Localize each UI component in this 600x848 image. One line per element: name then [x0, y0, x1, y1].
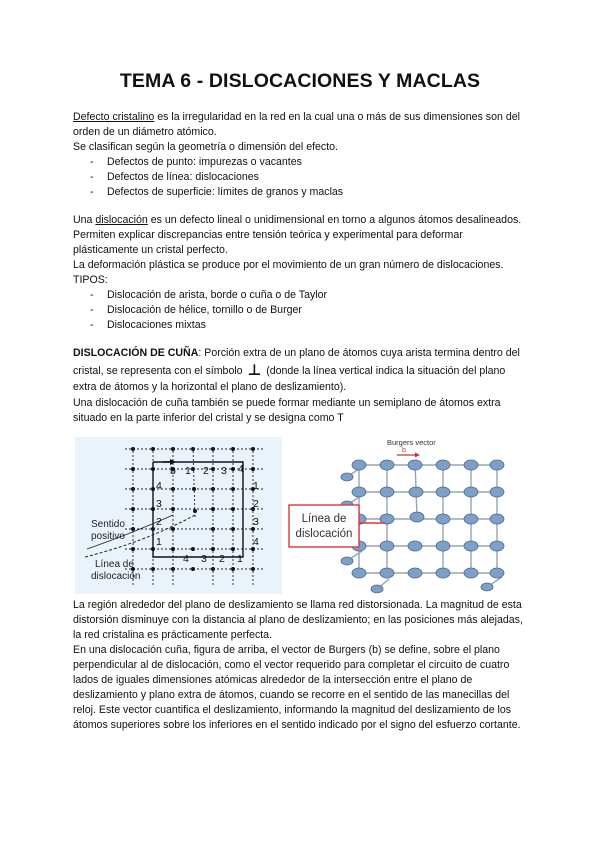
dislocation-callout-box [289, 505, 359, 547]
intro-definition: es la irregularidad en la red en la cual una o más de sus dimensiones son del orden de un diámetro atómico. [73, 111, 520, 138]
page-title: TEMA 6 - DISLOCACIONES Y MACLAS [119, 70, 481, 92]
bottom-num: 3 [201, 553, 207, 565]
types-label: TIPOS: [73, 274, 108, 286]
left-num: 3 [156, 498, 162, 510]
term-defecto-cristalino: Defecto cristalino [73, 111, 155, 123]
burgers-arrow-head-3d [415, 453, 420, 458]
list-item: - Dislocación de arista, borde o cuña o de Taylor [73, 288, 531, 303]
burgers-circuit-path [153, 462, 243, 557]
bottom-num: 1 [237, 553, 243, 565]
left-num: 2 [156, 516, 162, 528]
wedge-paragraph [73, 345, 531, 396]
wedge-heading: DISLOCACIÓN DE CUÑA [73, 347, 199, 359]
burgers-labels [387, 438, 436, 447]
lattice-bonds [347, 461, 502, 589]
perpendicular-symbol: ⊥ [247, 361, 262, 379]
intro-classify: Se clasifican según la geometría o dimensión del efecto. [73, 141, 338, 153]
intro-paragraph [73, 110, 531, 140]
defect-list [73, 155, 531, 200]
list-item: - Dislocación de hélice, tornillo o de Burger [73, 303, 531, 318]
lattice-diagram [75, 437, 282, 594]
term-dislocacion: dislocación [95, 214, 148, 226]
label-linea-1: Línea de [95, 559, 134, 570]
top-num: 4 [238, 463, 244, 475]
list-item: - Defectos de superficie: límites de granos y maclas [73, 185, 531, 200]
label-sentido-1: Sentido [91, 519, 125, 530]
crystal-lattice-figure [287, 437, 527, 597]
callout-line-2: dislocación [295, 528, 353, 540]
lattice-3d-diagram [287, 437, 527, 597]
top-num: 3 [221, 465, 227, 477]
wedge-text-1: : Porción extra de un plano de átomos cuya arista termina dentro del cristal, se representa con el símbolo [73, 347, 520, 377]
bottom-num: 2 [219, 553, 225, 565]
left-num: 1 [156, 536, 162, 548]
wedge-text-2: (donde la línea vertical indica la situación del plano extra de átomos y la horizontal el plano de deslizamiento). [73, 364, 506, 393]
label-linea-2: dislocación [91, 571, 141, 582]
list-item: - Dislocaciones mixtas [73, 318, 531, 333]
b-label: b [170, 465, 176, 477]
wedge-paragraph-2: Una dislocación de cuña también se puede formar mediante un semiplano de átomos extra situado en la parte inferior del cristal y se designa como T [73, 396, 501, 424]
left-num: 4 [156, 480, 162, 492]
region-paragraph: La región alrededor del plano de deslizamiento se llama red distorsionada. La magnitud de esta distorsión disminuye con la distancia al plano de deslizamiento; en las posiciones más alejadas, la red cristalina es prácticamente perfecta. [73, 599, 523, 641]
right-num: 1 [253, 480, 259, 492]
wedge-section [73, 345, 531, 426]
bottom-num: 4 [183, 553, 189, 565]
right-num: 3 [253, 516, 259, 528]
list-item: - Defectos de línea: dislocaciones [73, 170, 531, 185]
list-item: - Defectos de punto: impurezas o vacantes [73, 155, 531, 170]
callout-line-1: Línea de [301, 513, 347, 525]
top-num: 1 [185, 465, 191, 477]
right-num: 2 [253, 498, 259, 510]
burgers-b-label: b [402, 447, 406, 454]
label-sentido-2: positivo [91, 531, 125, 542]
types-list [73, 288, 531, 333]
intro-section [73, 110, 531, 200]
dislocation-section [73, 213, 531, 333]
dislocation-paragraph [73, 213, 531, 258]
lattice-lines [125, 447, 265, 587]
dislocation-post: es un defecto lineal o unidimensional en torno a algunos átomos desalineados. Permiten explicar discrepancias entre tensión teórica y experimental para deformar plásticamente un cristal perfecto. [73, 214, 522, 256]
region-section [73, 598, 533, 733]
burgers-circuit-figure [75, 437, 282, 594]
burgers-paragraph: En una dislocación cuña, figura de arriba, el vector de Burgers (b) se define, sobre el plano perpendicular al de dislocación, como el vector requerido para completar el circuito de cuatro lados de iguales dimensiones atómicas alrededor de la intersección entre el plano de deslizamiento y plano extra de átomos, cuando se recorre en el sentido de las manecillas del reloj. Este vector cuantifica el deslizamiento, informando la magnitud del deslizamiento de los átomos superiores sobre los inferiores en el sentido indicado por el signo del esfuerzo cortante. [73, 644, 521, 731]
plastic-paragraph: La deformación plástica se produce por el movimiento de un gran número de dislocaciones. [73, 259, 504, 271]
dislocation-pre: Una [73, 214, 96, 226]
top-num: 2 [203, 465, 209, 477]
burgers-vector-label: Burgers vector [387, 438, 436, 447]
right-num: 4 [253, 536, 259, 548]
